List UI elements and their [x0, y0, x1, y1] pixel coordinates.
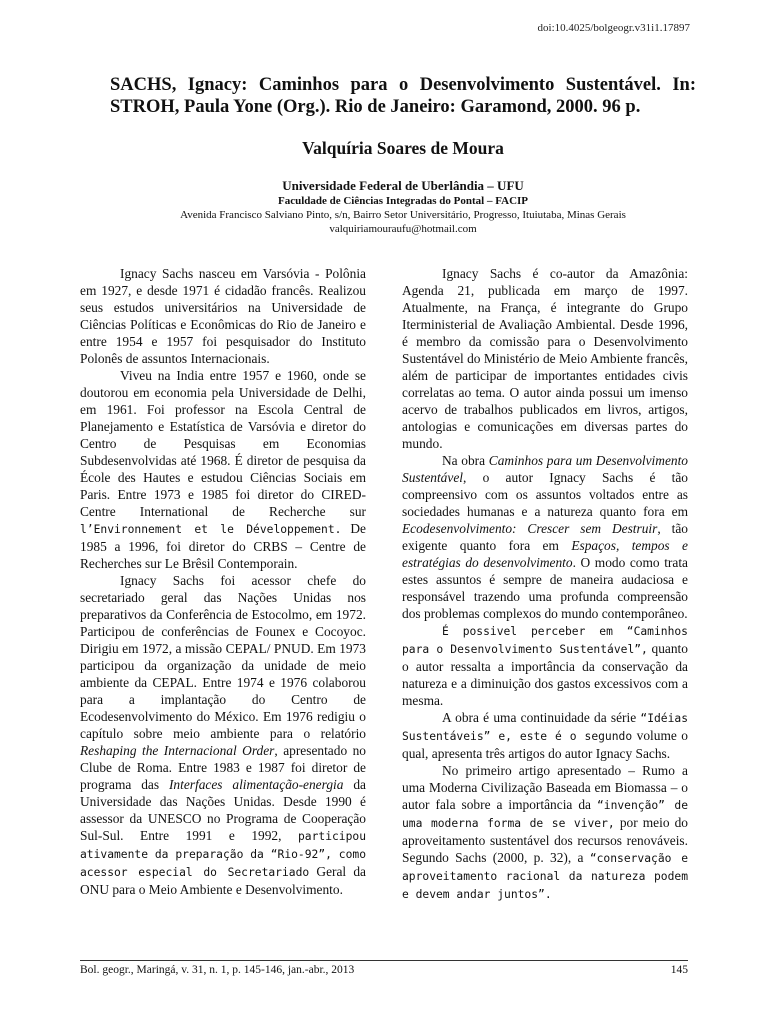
text: A obra é uma continuidade da série: [442, 710, 637, 725]
footer-divider: [80, 960, 688, 961]
paragraph: [80, 572, 366, 898]
text: Ignacy Sachs foi acessor chefe do secretariado geral das Nações Unidas nos preparativos da Conferência de Estocolmo, em 1972. Participou de conferências de Founex e Cocoyoc. Dirigiu em 1972, a missão CEPAL/ PNUD. Em 1973 participou da organização da unidade de meio ambiente da CEPAL. Entre 1974 e 1976 colaborou para a implantação do Centro de Ecodesenvolvimento do México. Em 1976 redigiu o capítulo sobre meio ambiente para o relatório: [80, 573, 366, 741]
text-italic: Caminhos para um Desenvolvimento Sustentável: [402, 453, 688, 485]
page-number: 145: [670, 964, 688, 976]
text-italic: Ecodesenvolvimento: Crescer sem Destruir: [402, 521, 658, 536]
text: De 1985 a 1996, foi diretor do CRBS – Centre de Recherches sur Le Brêsil Contemporain.: [80, 521, 366, 571]
paragraph: [402, 622, 688, 709]
text-mono: É possivel perceber em “Caminhos para o Desenvolvimento Sustentável”,: [402, 625, 688, 656]
text: No primeiro artigo apresentado – Rumo a uma Moderna Civilização Baseada em Biomassa – o autor fala sobre a importância da: [402, 763, 688, 812]
paragraph: [402, 709, 688, 762]
text: quanto o autor ressalta a importância da conservação da natureza e a diminuição dos gastos excessivos com a mesma.: [402, 641, 688, 708]
text-italic: Reshaping the Internacional Order: [80, 743, 275, 758]
paragraph: [402, 762, 688, 903]
text: , apresentado no Clube de Roma. Entre 1983 e 1987 foi diretor de programa das: [80, 743, 366, 792]
text: , tão exigente quanto fora em: [402, 521, 688, 553]
text-mono: “conservação e aproveitamento racional da natureza podem e devem andar juntos”.: [402, 852, 689, 901]
paragraph: [80, 367, 366, 572]
paragraph: Ignacy Sachs é co-autor da Amazônia: Agenda 21, publicada em março de 1997. Atualmente, na França, é integrante do Grupo Iterministerial de Avaliação Ambiental. Desde 1996, é membro da comissão para o Desenvolvimento Sustentável do Ministério de Meio Ambiente francês, além de participar de importantes entidades civis correlatas ao tema. O autor ainda possui um imenso acervo de trabalhos publicados em livros, artigos, antologias e comunicações em diversas partes do mundo.: [402, 266, 688, 451]
text-mono: “Idéias Sustentáveis” e, este é o segundo: [402, 712, 688, 743]
author-name: Valquíria Soares de Moura: [302, 138, 504, 158]
paragraph: [402, 452, 688, 622]
text: Viveu na India entre 1957 e 1960, onde se doutorou em economia pela Universidade de Delhi, em 1961. Foi professor na Escola Central de Planejamento e Estatística de Varsóvia e diretor do Centro de Pesquisas em Economias Subdesenvolvidas até 1968. É diretor de pesquisa da École des Hautes e estudou Ciências Sociais em Paris. Entre 1973 e 1985 foi diretor do CIRED-Centre International de Recherche sur: [80, 368, 366, 519]
text: volume o qual, apresenta três artigos do autor Ignacy Sachs.: [402, 728, 688, 761]
text-mono: participou ativamente da preparação da “Rio-92”, como acessor especial do Secretariado: [80, 830, 366, 879]
faculty: Faculdade de Ciências Integradas do Pontal – FACIP: [277, 195, 529, 207]
text-mono: l’Environnement et le Développement.: [80, 523, 342, 536]
address: Avenida Francisco Salviano Pinto, s/n, Bairro Setor Universitário, Progresso, Ituiutaba, Minas Gerais: [180, 209, 626, 221]
left-column: [80, 265, 366, 898]
text: por meio do aproveitamento sustentável dos recursos renováveis. Segundo Sachs (2000, p. 32), a: [402, 815, 688, 865]
text: Geral da ONU para o Meio Ambiente e Desenvolvimento.: [80, 864, 366, 897]
footer-citation: Bol. geogr., Maringá, v. 31, n. 1, p. 145-146, jan.-abr., 2013: [80, 964, 355, 976]
text-italic: Interfaces alimentação-energia: [168, 777, 344, 792]
text: Na obra: [442, 453, 486, 468]
university: Universidade Federal de Uberlândia – UFU: [282, 178, 524, 193]
text: , o autor Ignacy Sachs é tão compreensivo com os assuntos voltados entre as sociedades humanas e a natureza quanto fora em: [402, 470, 688, 519]
affiliation: [0, 178, 768, 236]
text-mono: “invenção” de uma moderna forma de se viver,: [402, 799, 689, 830]
text-italic: Espaços, tempos e estratégias do desenvolvimento: [402, 538, 688, 570]
text: . O modo como trata estes assuntos é sempre de maneira audaciosa e responsável trazendo uma profunda compreensão dos problemas complexos do mundo contemporâneo.: [402, 555, 688, 621]
paragraph: Ignacy Sachs nasceu em Varsóvia - Polônia em 1927, e desde 1971 é cidadão francês. Realizou seus estudos universitários na Universidade de Ciências Políticas e Econômicas do Rio de Janeiro e entre 1954 e 1957 foi pesquisador do Instituto Polonês de assuntos Internacionais.: [80, 266, 366, 366]
text: da Universidade das Nações Unidas. Desde 1990 é assessor da UNESCO no Programa de Cooperação Sul-Sul. Entre 1991 e 1992,: [80, 777, 366, 843]
article-title: SACHS, Ignacy: Caminhos para o Desenvolvimento Sustentável. In: STROH, Paula Yone (Org.). Rio de Janeiro: Garamond, 2000. 96 p.: [110, 75, 696, 117]
right-column: [402, 265, 688, 903]
doi: doi:10.4025/bolgeogr.v31i1.17897: [537, 22, 690, 34]
email: valquiriamouraufu@hotmail.com: [329, 223, 477, 235]
